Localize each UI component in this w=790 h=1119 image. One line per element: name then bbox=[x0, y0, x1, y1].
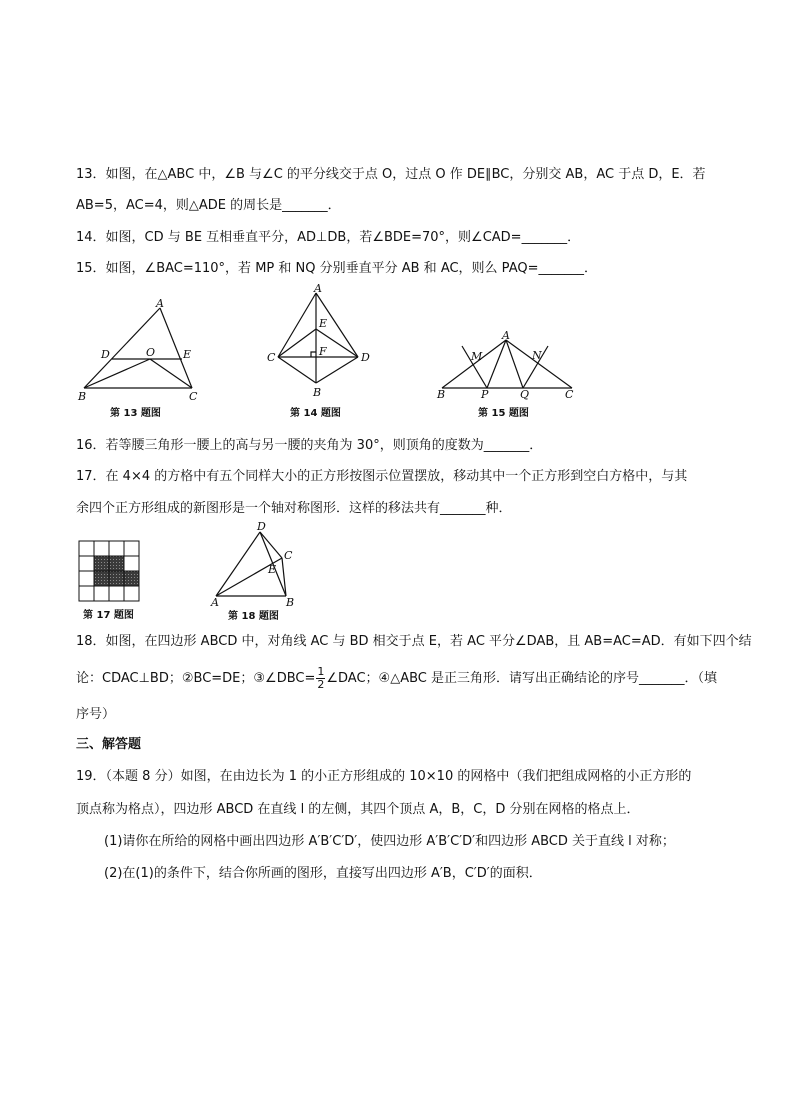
q17-line2: 余四个正方形组成的新图形是一个轴对称图形．这样的移法共有_______种． bbox=[76, 501, 512, 516]
figure-14 bbox=[264, 282, 374, 420]
fig14-label-c: C bbox=[267, 351, 276, 364]
fig14-right-angle-mark bbox=[311, 352, 316, 357]
fig13-label-b: B bbox=[78, 390, 87, 403]
figure-18-diagram bbox=[206, 520, 310, 622]
q18-fraction bbox=[316, 666, 325, 691]
fig18-label-b: B bbox=[286, 596, 295, 609]
figure-15-diagram bbox=[434, 330, 584, 422]
fig17-square bbox=[109, 556, 124, 571]
fig15-segment-aq bbox=[506, 340, 523, 388]
fig14-label-f: F bbox=[319, 345, 327, 358]
q18-line2 bbox=[76, 666, 717, 692]
fig14-side-ce bbox=[278, 329, 316, 357]
figure-17-diagram bbox=[76, 540, 146, 622]
fig14-label-e: E bbox=[319, 317, 328, 330]
fig17-caption: 第 17 题图 bbox=[83, 610, 134, 621]
fig17-square bbox=[94, 556, 109, 571]
q19-part2: (2)在(1)的条件下，结合你所画的图形，直接写出四边形 A′B，C′D′的面积． bbox=[104, 866, 542, 881]
q18-line1: 18．如图，在四边形 ABCD 中，对角线 AC 与 BD 相交于点 E，若 AC 平分∠DAB，且 AB=AC=AD．有如下四个结 bbox=[76, 634, 752, 649]
q19-line1: 19．（本题 8 分）如图，在由边长为 1 的小正方形组成的 10×10 的网格中（我们把组成网格的小正方形的 bbox=[76, 769, 692, 784]
fig13-label-e: E bbox=[183, 348, 192, 361]
fig17-square bbox=[109, 571, 124, 586]
fig18-caption: 第 18 题图 bbox=[228, 611, 279, 622]
fig13-label-d: D bbox=[101, 348, 110, 361]
q18-fraction-denominator: 2 bbox=[317, 678, 325, 691]
fig18-side-ad bbox=[216, 532, 260, 596]
fig14-label-d: D bbox=[361, 351, 370, 364]
fig14-label-a: A bbox=[314, 282, 322, 295]
fig15-label-a: A bbox=[502, 329, 510, 342]
fig17-grid bbox=[79, 541, 139, 601]
q15-line1: 15．如图，∠BAC=110°，若 MP 和 NQ 分别垂直平分 AB 和 AC，则么 PAQ=_______． bbox=[76, 261, 597, 276]
q19-part1: (1)请你在所给的网格中画出四边形 A′B′C′D′，使四边形 A′B′C′D′和四边形 ABCD 关于直线 l 对称； bbox=[104, 834, 675, 849]
fig13-label-a: A bbox=[156, 297, 164, 310]
q18-line2-part-b: ∠DAC；④△ABC 是正三角形．请写出正确结论的序号_______．（填 bbox=[326, 671, 717, 686]
fig15-label-q: Q bbox=[520, 388, 530, 401]
fig15-caption: 第 15 题图 bbox=[478, 408, 529, 419]
figure-18 bbox=[206, 520, 310, 622]
q16-line1: 16．若等腰三角形一腰上的高与另一腰的夹角为 30°，则顶角的度数为_______． bbox=[76, 438, 543, 453]
q13-line1: 13．如图，在△ABC 中，∠B 与∠C 的平分线交于点 O，过点 O 作 DE∥BC，分别交 AB，AC 于点 D，E．若 bbox=[76, 167, 706, 182]
figure-15 bbox=[434, 330, 584, 422]
q14-line1: 14．如图，CD 与 BE 互相垂直平分，AD⊥DB，若∠BDE=70°，则∠CAD=_______． bbox=[76, 230, 581, 245]
figure-13 bbox=[76, 298, 206, 420]
fig15-label-m: M bbox=[471, 350, 483, 363]
fig13-label-o: O bbox=[146, 346, 156, 359]
figure-13-diagram bbox=[76, 298, 206, 420]
fig15-side-ac bbox=[506, 340, 572, 388]
section3-title: 三、解答题 bbox=[76, 737, 142, 752]
fig13-label-c: C bbox=[189, 390, 198, 403]
fig14-side-cb bbox=[278, 357, 316, 383]
fig18-side-dc bbox=[260, 532, 282, 558]
q18-line3: 序号） bbox=[76, 707, 116, 722]
fig15-label-b: B bbox=[437, 388, 446, 401]
fig15-label-p: P bbox=[481, 388, 489, 401]
fig14-side-ac bbox=[278, 293, 316, 357]
fig15-label-n: N bbox=[532, 349, 542, 362]
q19-line2: 顶点称为格点），四边形 ABCD 在直线 l 的左侧，其四个顶点 A，B，C，D 分别在网格的格点上． bbox=[76, 802, 640, 817]
fig14-label-b: B bbox=[313, 386, 322, 399]
fig18-label-d: D bbox=[257, 520, 266, 533]
fig14-side-db bbox=[316, 357, 358, 383]
q17-line1: 17．在 4×4 的方格中有五个同样大小的正方形按图示位置摆放，移动其中一个正方形到空白方格中，与其 bbox=[76, 469, 688, 484]
fig15-label-c: C bbox=[565, 388, 574, 401]
fig17-square bbox=[124, 571, 139, 586]
fig17-square bbox=[94, 571, 109, 586]
figure-17 bbox=[76, 540, 146, 622]
q13-line2: AB=5，AC=4，则△ADE 的周长是_______． bbox=[76, 198, 341, 213]
fig18-label-c: C bbox=[284, 549, 293, 562]
fig13-caption: 第 13 题图 bbox=[110, 408, 161, 419]
figure-14-diagram bbox=[264, 282, 374, 420]
fig18-label-e: E bbox=[268, 563, 277, 576]
fig14-caption: 第 14 题图 bbox=[290, 408, 341, 419]
fig18-label-a: A bbox=[211, 596, 219, 609]
q18-line2-part-a: 论：CDAC⊥BD；②BC=DE；③∠DBC= bbox=[76, 671, 316, 686]
fig13-bisector-b bbox=[84, 359, 150, 388]
q18-fraction-numerator: 1 bbox=[317, 665, 325, 678]
